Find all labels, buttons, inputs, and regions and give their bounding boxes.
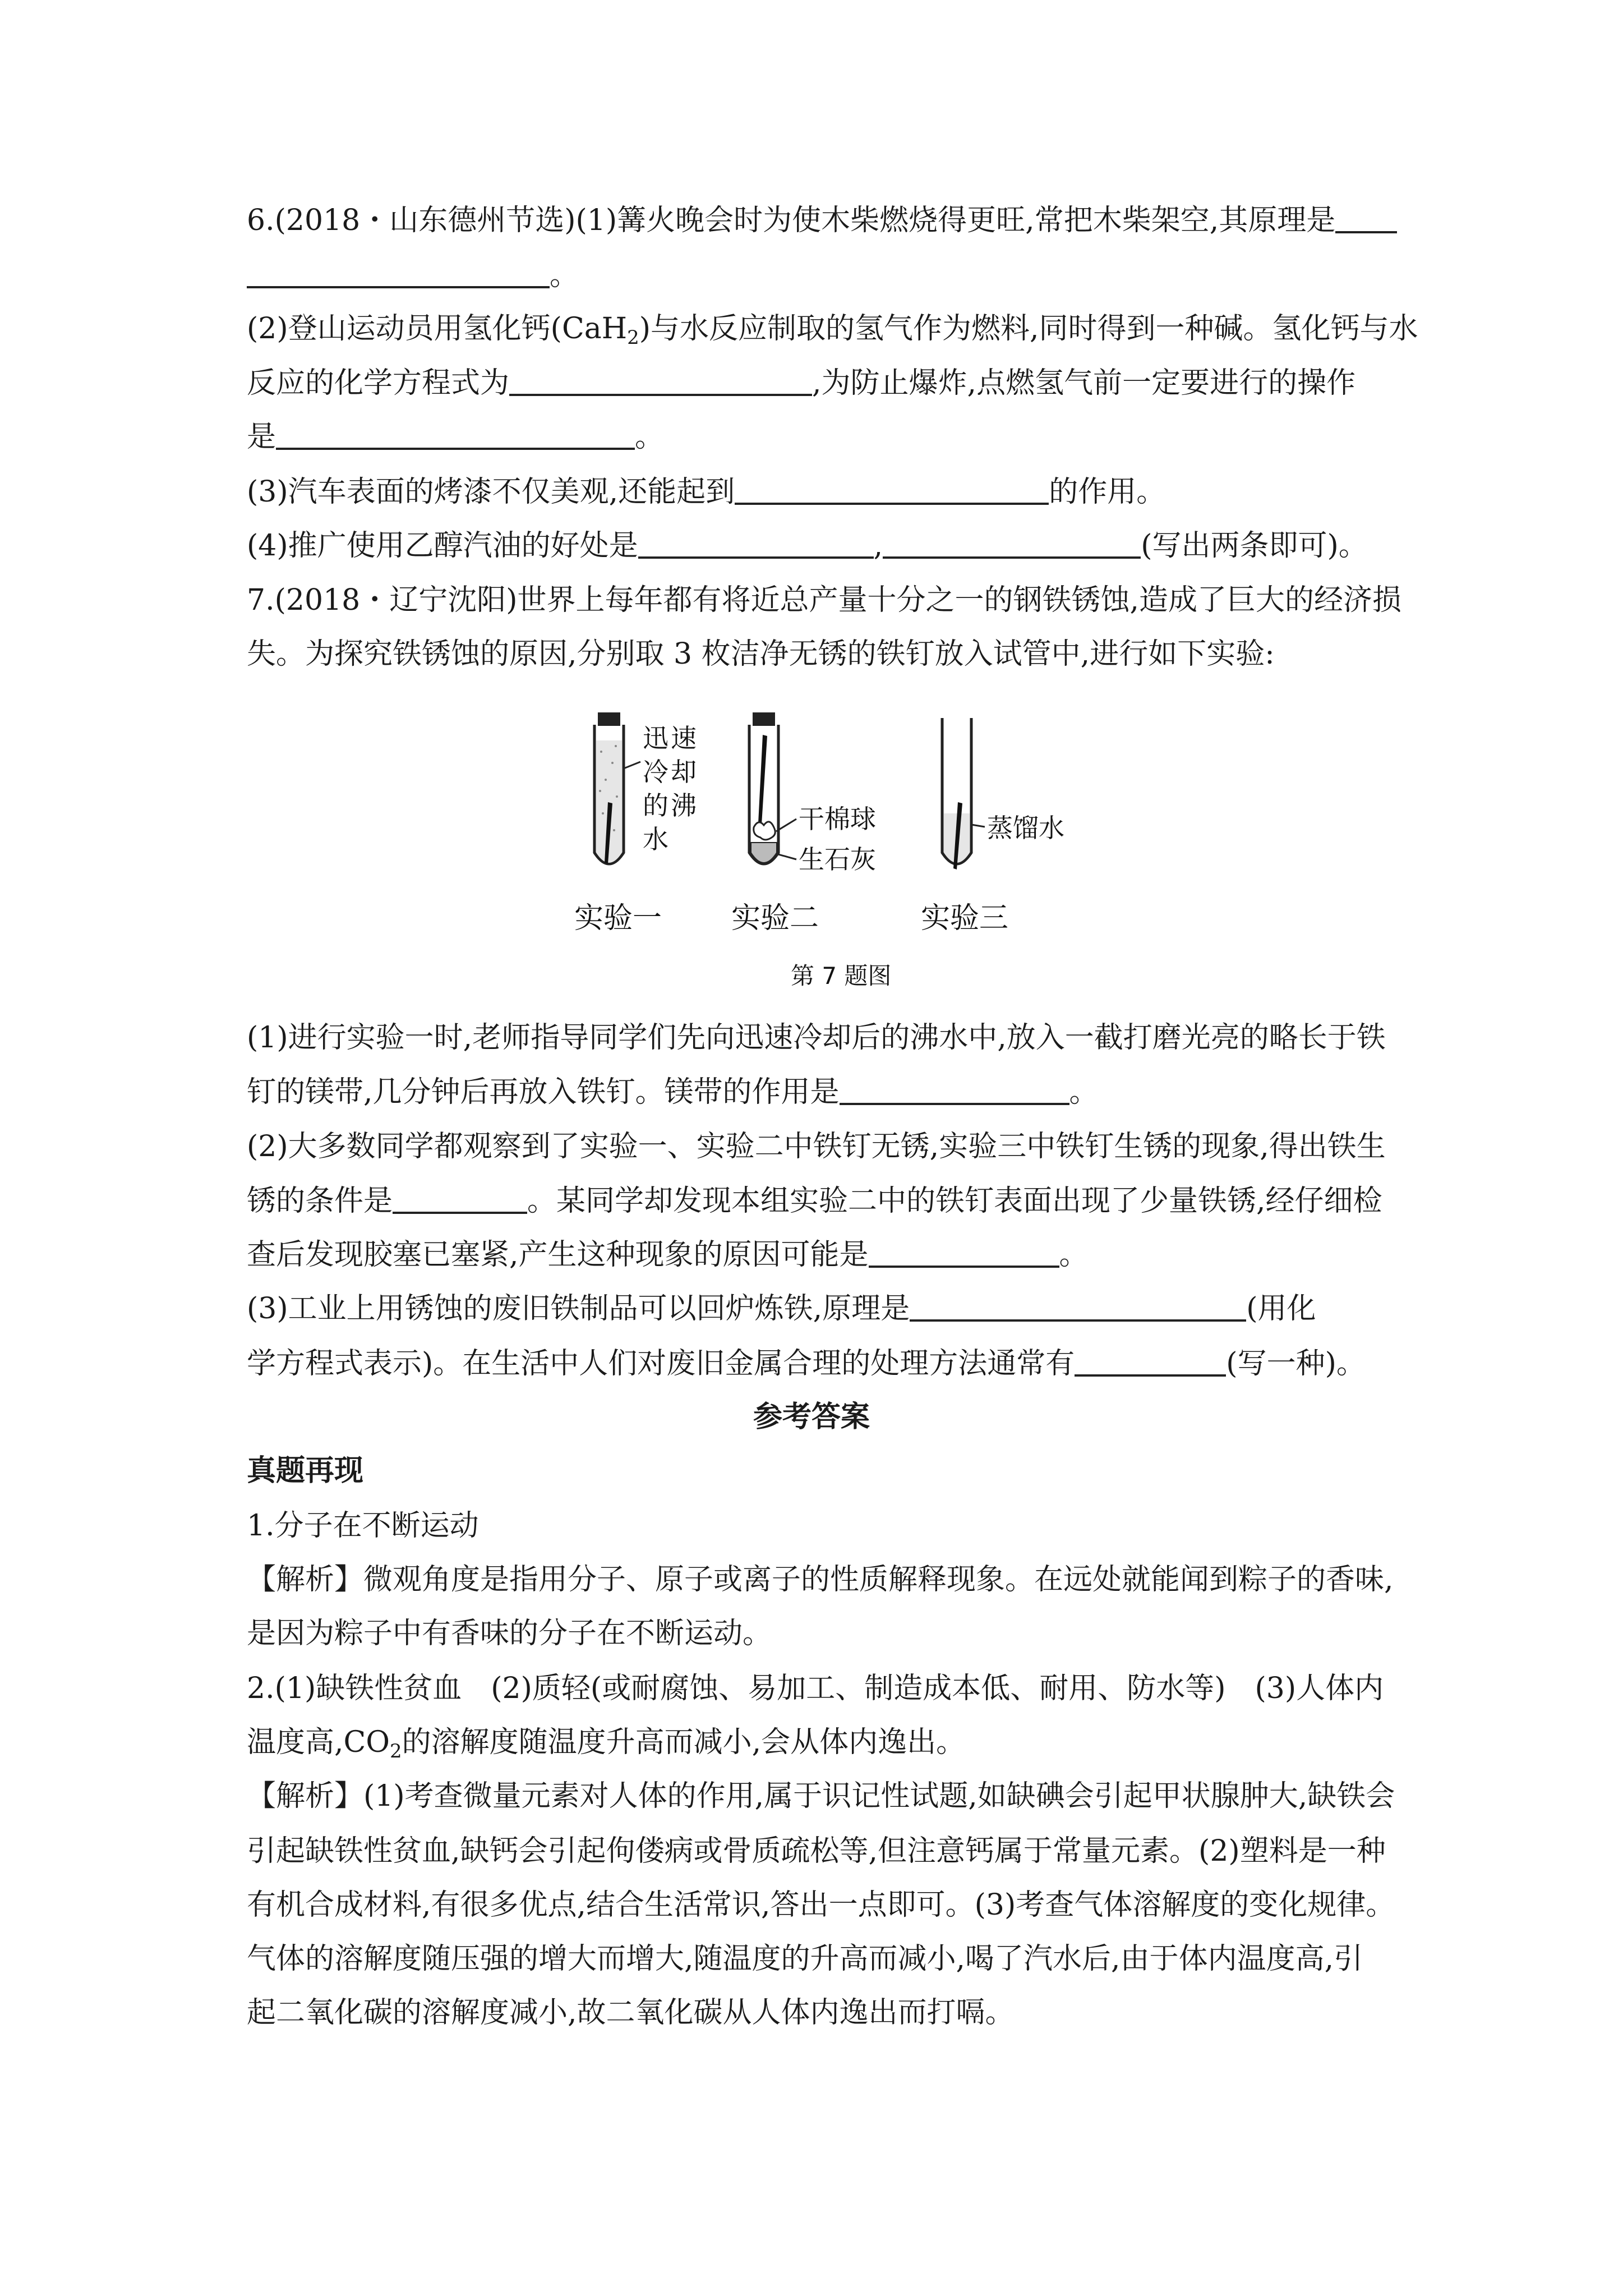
test-tube-3 [942, 718, 971, 869]
answer-blank[interactable] [1075, 1346, 1226, 1377]
answer-2-line-1: 2.(1)缺铁性贫血 (2)质轻(或耐腐蚀、易加工、制造成本低、耐用、防水等) (3)人体内 [247, 1672, 1384, 1705]
answer-1-explanation-2: 是因为粽子中有香味的分子在不断运动。 [247, 1617, 772, 1650]
q6-line-2: 。 [247, 258, 579, 292]
svg-text:水: 水 [643, 824, 668, 854]
answer-1-explanation-1: 【解析】微观角度是指用分子、原子或离子的性质解释现象。在远处就能闻到粽子的香味, [247, 1563, 1394, 1596]
q6-line-1: 6.(2018・山东德州节选)(1)篝火晚会时为使木柴燃烧得更旺,常把木柴架空,其原理是 [247, 203, 1397, 237]
test-tube-1 [594, 712, 624, 864]
experiment-figure [550, 712, 1110, 993]
q7-part2-line-2: 锈的条件是 。某同学却发现本组实验二中的铁钉表面出现了少量铁锈,经仔细检 [247, 1184, 1382, 1218]
figure-caption: 第 7 题图 [791, 962, 892, 990]
answer-blank[interactable] [247, 258, 550, 288]
svg-text:的: 的 [643, 790, 668, 821]
q6-part2-line-2: 反应的化学方程式为 ,为防止爆炸,点燃氢气前一定要进行的操作 [247, 366, 1356, 400]
q7-part1-line-1: (1)进行实验一时,老师指导同学们先向迅速冷却后的沸水中,放入一截打磨光亮的略长于铁 [247, 1021, 1386, 1055]
exp-1-label: 实验一 [574, 901, 662, 935]
svg-text:却: 却 [671, 757, 697, 787]
quicklime-label: 生石灰 [799, 844, 876, 875]
q7-part2-line-1: (2)大多数同学都观察到了实验一、实验二中铁钉无锈,实验三中铁钉生锈的现象,得出铁生 [247, 1130, 1386, 1163]
stopper-2 [753, 712, 775, 726]
stopper-1 [598, 712, 620, 726]
q7-line-1: 7.(2018・辽宁沈阳)世界上每年都有将近总产量十分之一的钢铁锈蚀,造成了巨大的经济损 [247, 583, 1402, 617]
answers-heading: 参考答案 [753, 1400, 870, 1434]
svg-text:速: 速 [671, 723, 697, 753]
answer-blank[interactable] [393, 1184, 527, 1214]
answer-1: 1.分子在不断运动 [247, 1509, 479, 1543]
answer-blank[interactable] [638, 528, 874, 559]
cotton-ball [754, 822, 776, 840]
exp-3-label: 实验三 [921, 901, 1009, 935]
answer-2-line-2: 温度高$,CO_2$的溶解度随温度升高而减小,会从体内逸出。 [247, 1726, 966, 1763]
answer-blank[interactable] [276, 420, 635, 450]
q7-part3-line-1: (3)工业上用锈蚀的废旧铁制品可以回炉炼铁,原理是 (用化 [247, 1292, 1316, 1326]
distilled-water-label: 蒸馏水 [987, 813, 1064, 843]
answer-blank[interactable] [1335, 203, 1397, 233]
q6-part2-line-1: (2)登山运动员用氢化钙(CaH$_2$)与水反应制取的氢气作为燃料,同时得到一种碱。氢化钙与水 [247, 312, 1418, 349]
answer-blank[interactable] [869, 1237, 1059, 1268]
tube-1-label [643, 723, 697, 854]
answer-blank[interactable] [883, 528, 1141, 559]
svg-text:迅: 迅 [643, 723, 668, 753]
q7-part1-line-2: 钉的镁带,几分钟后再放入铁钉。镁带的作用是 。 [247, 1075, 1099, 1109]
section-heading: 真题再现 [247, 1453, 364, 1488]
q7-line-2: 失。为探究铁锈蚀的原因,分别取 3 枚洁净无锈的铁钉放入试管中,进行如下实验: [247, 637, 1275, 671]
q6-part4: (4)推广使用乙醇汽油的好处是 , (写出两条即可)。 [247, 529, 1368, 563]
answer-2-explanation-5: 起二氧化碳的溶解度减小,故二氧化碳从人体内逸出而打嗝。 [247, 1996, 1015, 2030]
svg-text:沸: 沸 [671, 790, 697, 821]
answer-blank[interactable] [910, 1291, 1246, 1322]
q6-part2-line-3: 是 。 [247, 420, 665, 454]
nail-2 [758, 735, 767, 825]
q6-part3: (3)汽车表面的烤漆不仅美观,还能起到 的作用。 [247, 475, 1166, 509]
answer-2-explanation-1: 【解析】(1)考查微量元素对人体的作用,属于识记性试题,如缺碘会引起甲状腺肿大,缺铁会 [247, 1779, 1395, 1813]
answer-blank[interactable] [735, 475, 1049, 505]
answer-blank[interactable] [840, 1075, 1069, 1105]
cotton-label: 干棉球 [799, 804, 876, 834]
answer-2-explanation-3: 有机合成材料,有很多优点,结合生活常识,答出一点即可。(3)考查气体溶解度的变化规律。 [247, 1888, 1395, 1922]
test-tube-2 [749, 712, 778, 864]
q7-part3-line-2: 学方程式表示)。在生活中人们对废旧金属合理的处理方法通常有 (写一种)。 [247, 1347, 1366, 1381]
answer-blank[interactable] [509, 366, 812, 396]
svg-text:冷: 冷 [643, 757, 668, 787]
exp-2-label: 实验二 [731, 901, 819, 935]
answer-2-explanation-2: 引起缺铁性贫血,缺钙会引起佝偻病或骨质疏松等,但注意钙属于常量元素。(2)塑料是一种 [247, 1834, 1386, 1868]
q7-part2-line-3: 查后发现胶塞已塞紧,产生这种现象的原因可能是 。 [247, 1238, 1089, 1272]
answer-2-explanation-4: 气体的溶解度随压强的增大而增大,随温度的升高而减小,喝了汽水后,由于体内温度高,引 [247, 1942, 1363, 1976]
